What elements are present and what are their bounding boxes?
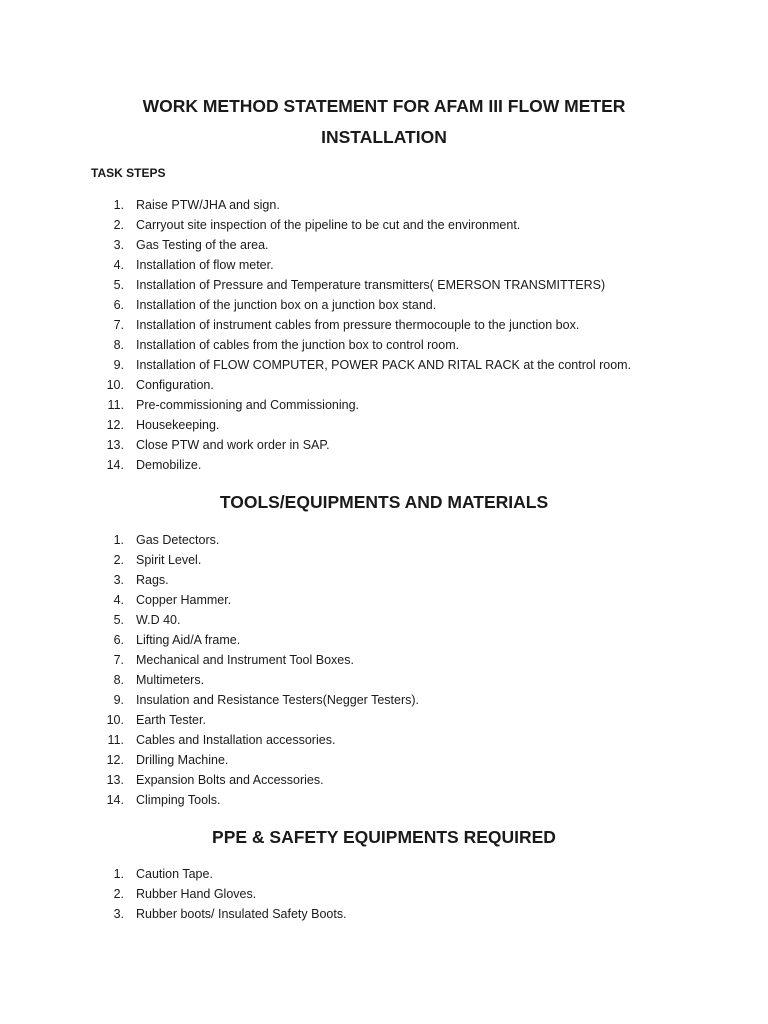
- list-item-number: 12.: [106, 753, 124, 767]
- document-title-line-2: INSTALLATION: [321, 127, 447, 147]
- list-item-number: 13.: [106, 438, 124, 452]
- list-item-text: Gas Detectors.: [136, 533, 220, 547]
- list-item-number: 7.: [113, 318, 124, 332]
- list-item-text: Configuration.: [136, 378, 214, 392]
- list-item-text: W.D 40.: [136, 613, 181, 627]
- list-item-number: 7.: [113, 653, 124, 667]
- list-item-number: 6.: [113, 298, 124, 312]
- list-item-text: Close PTW and work order in SAP.: [136, 438, 330, 452]
- list-item-number: 11.: [107, 733, 124, 747]
- list-item-text: Installation of instrument cables from pressure thermocouple to the junction box.: [136, 318, 580, 332]
- document-title: [0, 91, 768, 153]
- list-item-text: Lifting Aid/A frame.: [136, 633, 241, 647]
- list-item-text: Earth Tester.: [136, 713, 206, 727]
- list-item-text: Drilling Machine.: [136, 753, 229, 767]
- ppe-heading: PPE & SAFETY EQUIPMENTS REQUIRED: [212, 827, 556, 847]
- list-item-number: 6.: [113, 633, 124, 647]
- list-item-text: Demobilize.: [136, 458, 202, 472]
- list-item-text: Housekeeping.: [136, 418, 220, 432]
- list-item-number: 2.: [113, 553, 124, 567]
- list-item-number: 11.: [107, 398, 124, 412]
- list-item-number: 1.: [113, 533, 124, 547]
- document-title-line-1: WORK METHOD STATEMENT FOR AFAM III FLOW METER: [142, 96, 626, 116]
- list-item-number: 10.: [106, 713, 124, 727]
- list-item-text: Installation of Pressure and Temperature transmitters( EMERSON TRANSMITTERS): [136, 278, 606, 292]
- list-item-number: 9.: [113, 358, 124, 372]
- list-item-text: Spirit Level.: [136, 553, 202, 567]
- list-item-number: 3.: [113, 238, 124, 252]
- list-item-text: Copper Hammer.: [136, 593, 232, 607]
- list-item-text: Rubber Hand Gloves.: [136, 887, 257, 901]
- list-item-number: 4.: [113, 258, 124, 272]
- list-item-number: 1.: [113, 867, 124, 881]
- list-item-text: Installation of FLOW COMPUTER, POWER PACK AND RITAL RACK at the control room.: [136, 358, 632, 372]
- list-item-number: 4.: [113, 593, 124, 607]
- list-item-text: Cables and Installation accessories.: [136, 733, 336, 747]
- list-item-text: Installation of flow meter.: [136, 258, 274, 272]
- list-item-text: Caution Tape.: [136, 867, 213, 881]
- list-item-text: Expansion Bolts and Accessories.: [136, 773, 324, 787]
- list-item-number: 1.: [113, 198, 124, 212]
- list-item-text: Pre-commissioning and Commissioning.: [136, 398, 359, 412]
- list-item-number: 3.: [113, 907, 124, 921]
- list-item-text: Rubber boots/ Insulated Safety Boots.: [136, 907, 347, 921]
- list-item-number: 8.: [113, 673, 124, 687]
- list-item-number: 5.: [113, 278, 124, 292]
- list-item-number: 10.: [106, 378, 124, 392]
- task-steps-heading: TASK STEPS: [91, 166, 166, 180]
- list-item-number: 14.: [106, 458, 124, 472]
- list-item-text: Climping Tools.: [136, 793, 221, 807]
- list-item-number: 13.: [106, 773, 124, 787]
- list-item-text: Multimeters.: [136, 673, 205, 687]
- list-item-number: 3.: [113, 573, 124, 587]
- list-item-text: Rags.: [136, 573, 169, 587]
- list-item-number: 8.: [113, 338, 124, 352]
- list-item-text: Raise PTW/JHA and sign.: [136, 198, 280, 212]
- list-item-number: 12.: [106, 418, 124, 432]
- list-item-text: Gas Testing of the area.: [136, 238, 269, 252]
- list-item-text: Mechanical and Instrument Tool Boxes.: [136, 653, 354, 667]
- list-item-number: 14.: [106, 793, 124, 807]
- tools-heading: TOOLS/EQUIPMENTS AND MATERIALS: [219, 492, 549, 512]
- list-item-number: 5.: [113, 613, 124, 627]
- list-item-number: 9.: [113, 693, 124, 707]
- list-item-text: Insulation and Resistance Testers(Negger Testers).: [136, 693, 420, 707]
- list-item-number: 2.: [113, 887, 124, 901]
- list-item-text: Installation of cables from the junction box to control room.: [136, 338, 460, 352]
- list-item-number: 2.: [113, 218, 124, 232]
- list-item-text: Carryout site inspection of the pipeline to be cut and the environment.: [136, 218, 521, 232]
- list-item-text: Installation of the junction box on a junction box stand.: [136, 298, 437, 312]
